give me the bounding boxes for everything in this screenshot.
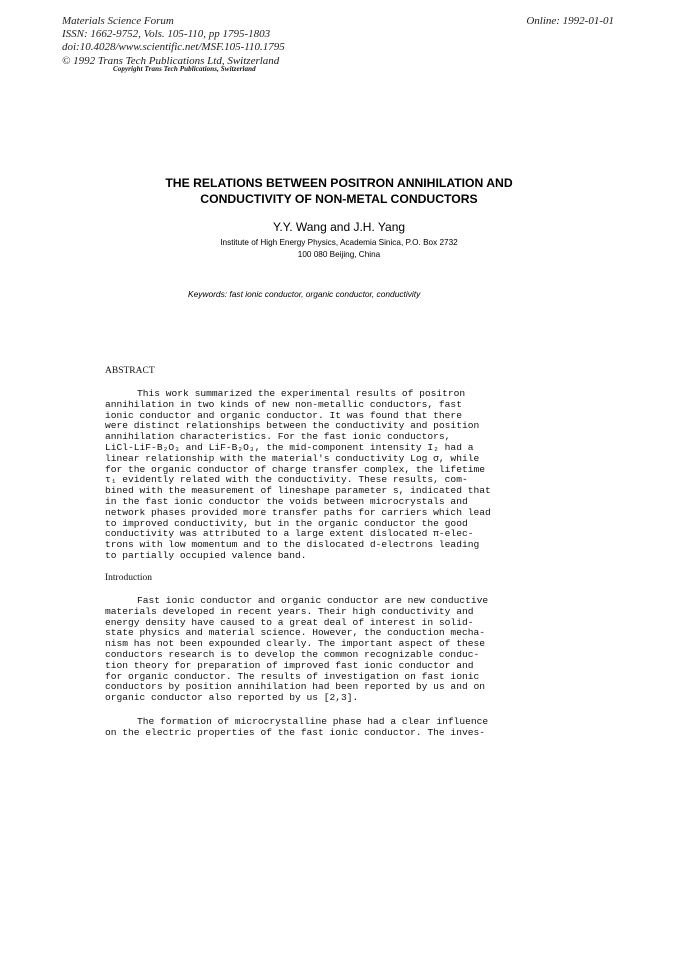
text-line: The formation of microcrystalline phase had a clear influence	[137, 716, 489, 727]
affiliation-line: 100 080 Beijing, China	[297, 249, 381, 259]
text-line: on the electric properties of the fast ionic conductor. The inves-	[105, 726, 485, 738]
doi-line[interactable]: doi:10.4028/www.scientific.net/MSF.105-110.1795	[62, 41, 285, 54]
text-line: bined with the measurement of lineshape parameter s, indicated that	[105, 485, 491, 497]
title-line: CONDUCTIVITY OF NON-METAL CONDUCTORS	[200, 191, 478, 206]
journal-name: Materials Science Forum	[62, 15, 174, 27]
text-line: annihilation characteristics. For the fast ionic conductors,	[105, 431, 451, 443]
text-line: network phases provided more transfer paths for carriers which lead	[105, 506, 491, 518]
text-line: LiCl-LiF-B₂O₃ and LiF-B₂O₃, the mid-component intensity I₂ had a	[105, 441, 474, 453]
text-line: τ₁ evidently related with the conductivity. These results, com-	[105, 474, 468, 486]
introduction-paragraph	[105, 596, 545, 704]
paper-title	[0, 176, 678, 207]
introduction-heading: Introduction	[105, 573, 152, 583]
journal-info	[62, 15, 285, 68]
copyright-notice: Copyright Trans Tech Publications, Switzerland	[113, 65, 256, 73]
online-date: Online: 1992-01-01	[526, 15, 614, 27]
title-line: THE RELATIONS BETWEEN POSITRON ANNIHILATION AND	[165, 176, 513, 190]
abstract-body	[105, 389, 545, 562]
text-line: trons with low momentum and to the dislocated d-electrons leading	[105, 539, 480, 551]
text-line: tion theory for preparation of improved fast ionic conductor and	[105, 659, 474, 671]
text-line: organic conductor also reported by us [2,3].	[105, 692, 359, 704]
text-line: nism has not been expounded clearly. The important aspect of these	[105, 638, 485, 650]
authors: Y.Y. Wang and J.H. Yang	[272, 220, 406, 234]
text-line: annihilation in two kinds of new non-metallic conductors, fast	[105, 398, 462, 410]
text-line: in the fast ionic conductor the voids between microcrystals and	[105, 495, 468, 507]
text-line: materials developed in recent years. Their high conductivity and	[105, 605, 474, 617]
text-line: conductivity was attributed to a large extent dislocated π-elec-	[105, 528, 474, 540]
abstract-heading: ABSTRACT	[105, 366, 155, 376]
affiliation	[0, 237, 678, 260]
text-line: to improved conductivity, but in the organic conductor the good	[105, 517, 468, 529]
issn-line: ISSN: 1662-9752, Vols. 105-110, pp 1795-1803	[62, 28, 271, 41]
text-line: to partially occupied valence band.	[105, 549, 307, 561]
introduction-body	[105, 596, 545, 704]
text-line: ionic conductor and organic conductor. It was found that there	[105, 409, 462, 421]
text-line: for organic conductor. The results of investigation on fast ionic	[105, 670, 480, 682]
affiliation-line: Institute of High Energy Physics, Academia Sinica, P.O. Box 2732	[220, 238, 458, 247]
text-line: conductors research is to develop the common recognizable conduc-	[105, 648, 480, 660]
text-line: energy density have caused to a great deal of interest in solid-	[105, 616, 474, 628]
text-line: for the organic conductor of charge transfer complex, the lifetime	[105, 463, 485, 475]
keywords: Keywords: fast ionic conductor, organic conductor, conductivity	[188, 289, 421, 299]
text-line: conductors by position annihilation had been reported by us and on	[105, 681, 485, 693]
publisher-line: © 1992 Trans Tech Publications Ltd, Switzerland	[62, 54, 280, 67]
text-line: Fast ionic conductor and organic conductor are new conductive	[137, 595, 489, 606]
text-line: linear relationship with the material's conductivity Log σ, while	[105, 452, 480, 464]
introduction-body-2	[105, 717, 545, 739]
text-line: This work summarized the experimental results of positron	[137, 388, 466, 399]
abstract-paragraph	[105, 389, 545, 562]
text-line: were distinct relationships between the conductivity and position	[105, 420, 480, 432]
introduction-paragraph	[105, 717, 545, 739]
text-line: state physics and material science. However, the conduction mecha-	[105, 627, 485, 639]
